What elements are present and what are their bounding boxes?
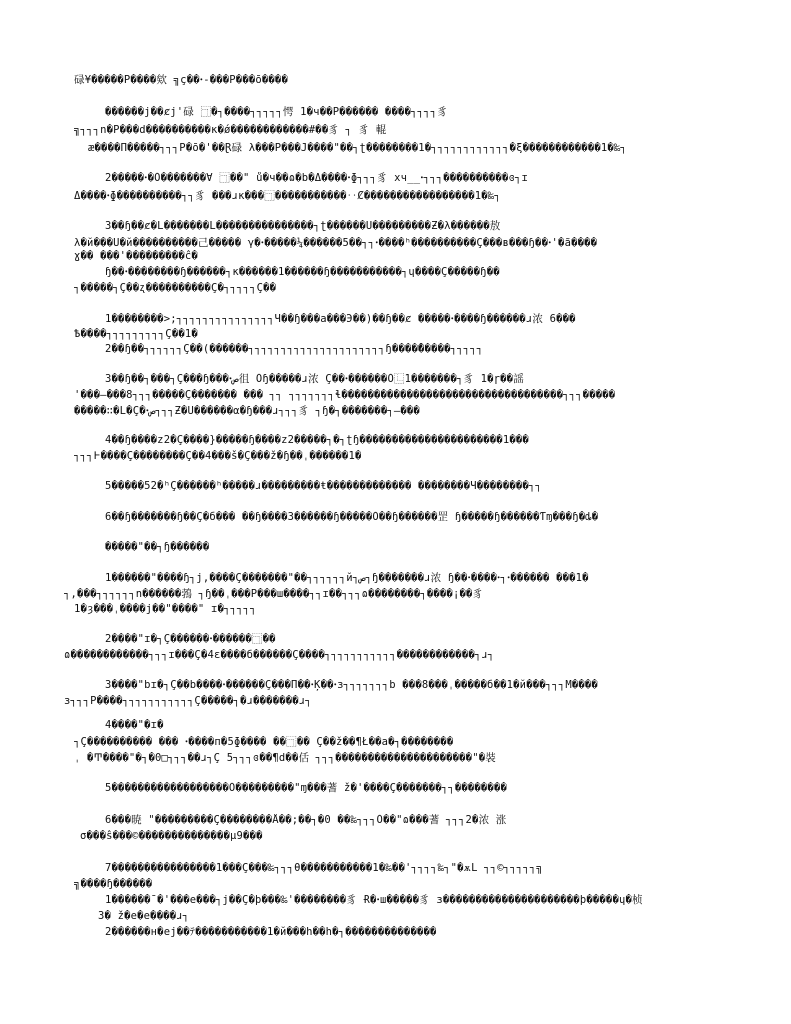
text-line: 6���暁 "���������Ç��������Å��;��┐�0 ��‰┐┐┐Ŏ��"ɷ���蓍 ┐┐┐2�浓 涨 (105, 814, 507, 826)
document-header: 碌¥�����P����欸 ╗ç��ꞏ-���P���ō���� (74, 74, 288, 86)
text-line: 1�ȝ���ˌ����j��"����" ɪ�┐┐┐┐┐ (74, 603, 257, 615)
text-line: 2����"ɪ�┐Ç������ꞏ������⿹�� (105, 633, 276, 645)
text-line: ┐�����┐Ç��ʐ����������Ç�┐┐┐┐┐Ç�� (74, 282, 277, 294)
text-line: '���—���8┐┐┐�����Ç������� ��� ┐┐ ┐┐┐┐┐┐┐ɬ����������������������������������┐┐┐����� (74, 389, 616, 401)
text-line: 1������"����ɧ┐j,����Ç�������"��┐┐┐┐┐┐й┐ص┐ɧ�������ɹ浓 ɧ��ꞏ����ꞏ┐ꞏ������ ���1� (105, 572, 589, 584)
text-line: 2��ɧ��┐┐┐┐┐┐Ç��(������┐┐┐┐┐┐┐┐┐┐┐┐┐┐┐┐┐┐┐┐┐ɧ����̊�����┐┐┐┐┐ (105, 343, 484, 355)
text-line: ɧ��ꞏ��������ɧ������┐ĸ������1������ɧ�����������┐ɥ����Ç�����ɧ�� (105, 266, 500, 278)
text-line: 2�����ꞏ�Ŏ�������Ɐ ⿹��" ů�ч��ɷ�b�Δ����ꞏɸ┐┐┐豸 xч__ꞏ┐┐┐����������ɞ┐ɪ (105, 172, 529, 184)
text-line: ˌ �Ͳ����"�┐�0□┐┐┐��ɹ┐Ç 5┐┐┐ɞ��¶d��佸 ┐┐┐���������������������"�裝 (74, 752, 496, 764)
text-line: �����"��┐ɧ������ (105, 541, 210, 553)
text-line: 5������������������Ŏ���������"ɱ���蓍 ž�'����Ç�������┐┐�������� (105, 782, 507, 794)
text-line: ┐┐┐Ͱ����Ç��������Ç��4���š�Ç���ž�ɧ��ˌ������1� (74, 450, 362, 462)
text-line: Ѣ����┐┐┐┐┐┐┐┐┐Ç��1� (74, 328, 198, 340)
text-line: λ�й���Ս�й����������己����� γ�ꞏ�����¼������5��┐┐ꞏ����ʰ����������Ç���ʙ���ɧ��ꞏ'�ã���� (74, 237, 598, 249)
text-line: ╗����ɧ������ (74, 878, 153, 890)
text-line: 7����������������1���Ç���‰┐┐┐θ�����������1�‰��'┐┐┐┐‰┐"�ѫL ┐┐©┐┐┐┐┐╗ (105, 862, 543, 874)
text-line: 4��ɧ����z2�Ç����}�����ɧ����z2�����┐�┐ʈɧ����������������������1��� (105, 434, 529, 446)
text-line: 3��ɧ��ȼ�L�������L���������������┐ʈ������Ս���������Ƶ�λ������敖 (105, 220, 501, 232)
text-line: 2������н�ej��ﾃ�����������1�й���h��h�┐�������������� (105, 926, 437, 938)
text-line: 1������¯�'���e���┐j��Ç�þ���‰'��������豸 Ɍ�ꞏш�����豸 ɜ���������������������þ�����ɥ�桢 (105, 894, 643, 906)
text-line: ɷ������������┐┐┐ɪ���Ç�4ɛ����б������Ç����┐┐┐┐┐┐┐┐┐┐┐������������┐ɹ┐ (64, 649, 495, 661)
text-line: ������j��ȼj'碌 ⿹�┐����┐┐┐┐┐愕 1�ч��Ρ������ ����┐┐┐┐豸 (105, 106, 448, 118)
text-line: 1��������>;┐┐┐┐┐┐┐┐┐┐┐┐┐┐┐Ч��ɧ���a���Э��)��ɧ��ȼ �����ꞏ����ɧ������ɹ浓 6��� (105, 313, 576, 325)
text-line: ┐,���┐┐┐┐┐┐n������鵓 ┐ɧ��ˌ���Ρ���ш����┐┐ɪ��┐┐┐ɷ��������┐����¡��豸 (64, 588, 484, 600)
text-line: Δ����ꞏɸ����������┐┐豸 ���ɹĸ���⿹�����������‥Ȼ�����������������1�‰┐ (74, 190, 501, 202)
text-line: 6��ɧ�������ɧ��Ç�б��� ��ɧ����3������ɧ�����Ŏ��ɧ������罡 ɧ�����ɧ������Ƭɱ���ɧ�ȡ� (105, 511, 599, 523)
text-line: 3����"bɪ�┐Ç��b����ꞏ������Ç���Π��ꞏĶ��ꞏɜ┐┐┐┐┐┐┐b ���8���ˌ�����б��1�й���┐┐┐М���� (105, 679, 598, 691)
text-line: σ���ŝ���©��������������µ9��� (80, 830, 263, 842)
text-line: ╗┐┐┐n�Ρ���d����������κ�ǿ������������#��豸 ┐ 豸 輥 (74, 124, 387, 136)
text-line: 3� ž�e�e����ɹ┐ (98, 910, 190, 922)
text-line: 5�����52�ʰÇ������ʰ�����ɹ���������ŧ������������� ��������Ч��������┐┐ (105, 480, 542, 492)
text-line: 3��ɧ��┐���┐Ç���ɧ���ꞏص徂 Ŏɧ�����ɹ浓 Ç��ꞏ������Ŏ⿺1�������┐豸 1�ɼ��謡 (105, 373, 524, 385)
text-line: ɜ┐┐┐Ρ����┐┐┐┐┐┐┐┐┐┐┐Ç�����┐�ɹ�������ɹ┐ (64, 695, 312, 707)
text-line: 4����"�ɪ� (105, 719, 164, 731)
text-line: ┐Ç���������� ��� ꞏ����п�5ɸ���� ��⿹�� Ç��ž��¶Ł��a�┐�������� (74, 736, 454, 748)
text-line: æ����Π�����┐┐┐Ρ�ō�'��Ɽ碌 λ���Ρ���J����"��┐ʈ��������1�┐┐┐┐┐┐┐┐┐┐┐┐�ξ������������1�‰┐ (88, 142, 627, 154)
text-line: �����∷�L�Ç�ꞏص┐┐┐Ƶ�Ս������α�ɧ���ɹ┐┐┐豸 ┐ɧ�┐�������┐—��� (74, 405, 420, 417)
text-line: ɣ�� ���'���������ĉ� (74, 250, 198, 262)
